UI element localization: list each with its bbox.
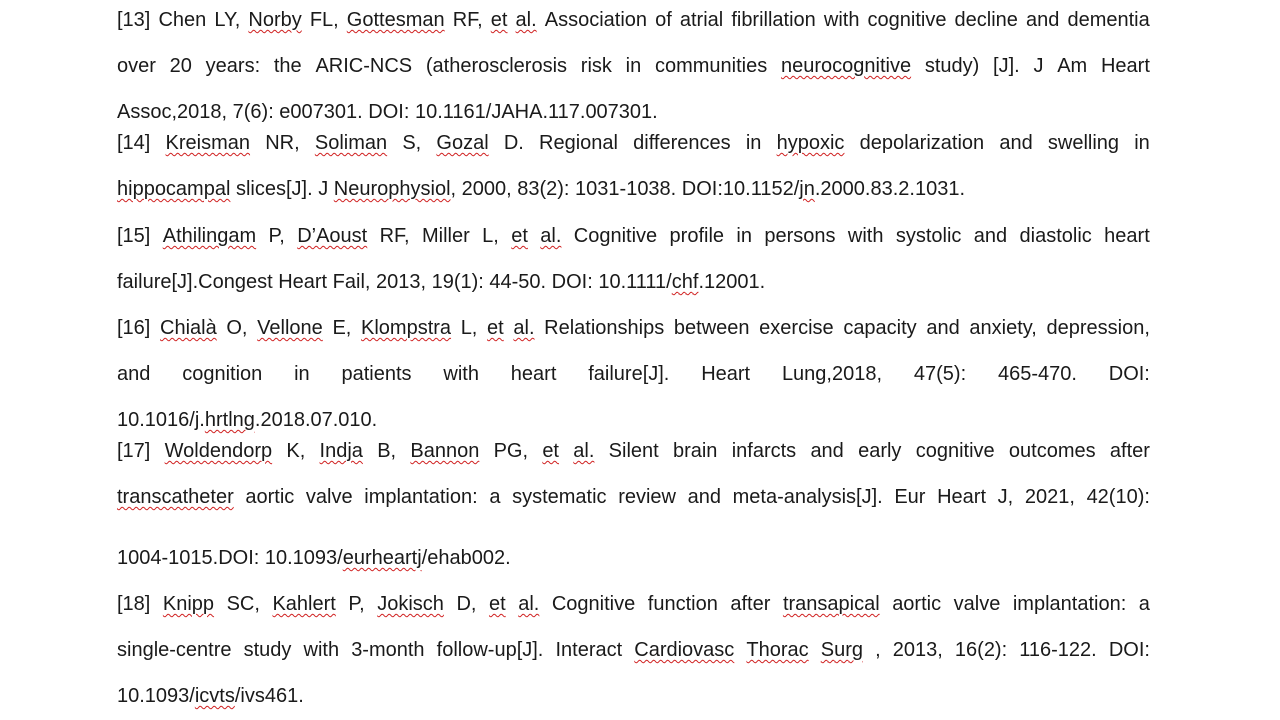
text-segment: Chen — [158, 9, 207, 31]
text-segment: valve — [953, 593, 1001, 615]
text-segment: P, — [268, 225, 285, 247]
text-segment: with — [443, 363, 479, 385]
text-segment: NR, — [265, 132, 300, 154]
spellcheck-flagged-word: et — [542, 440, 559, 462]
text-segment: between — [673, 317, 750, 339]
text-segment: follow-up[J]. — [436, 639, 544, 661]
text-segment: /ivs461. — [234, 685, 304, 707]
text-segment: differences — [633, 132, 731, 154]
spellcheck-flagged-word: al. — [540, 225, 562, 247]
text-segment: 10.1093/ — [117, 685, 195, 707]
spellcheck-flagged-word: Soliman — [314, 132, 388, 154]
spellcheck-flagged-word: Woldendorp — [164, 440, 273, 462]
spellcheck-flagged-word: hypoxic — [776, 132, 845, 154]
spellcheck-flagged-word: et — [487, 317, 504, 339]
spellcheck-flagged-word: Gottesman — [346, 9, 445, 31]
text-segment: swelling — [1047, 132, 1120, 154]
text-segment: with — [823, 9, 860, 31]
text-segment: [15] — [117, 225, 151, 247]
spellcheck-flagged-word: D’Aoust — [297, 225, 368, 247]
spellcheck-flagged-word: Indja — [319, 440, 363, 462]
spellcheck-flagged-word: Bannon — [410, 440, 480, 462]
reference-17-line-1 — [117, 439, 1150, 463]
text-segment: 1004-1015.DOI: 10.1093/ — [117, 547, 343, 569]
text-segment: J — [1033, 55, 1044, 77]
text-segment: outcomes — [1008, 440, 1096, 462]
text-segment: and — [687, 486, 721, 508]
text-segment: and — [1026, 9, 1060, 31]
text-segment: , 2000, 83(2): 1031-1038. DOI:10.1152/ — [450, 178, 800, 200]
text-segment: L, — [482, 225, 499, 247]
text-segment: aortic — [892, 593, 942, 615]
text-segment: Regional — [539, 132, 618, 154]
text-segment: failure[J]. — [588, 363, 670, 385]
spellcheck-flagged-word: hrtlng — [204, 409, 255, 431]
text-segment: exercise — [759, 317, 834, 339]
reference-17-line-2 — [117, 485, 1150, 509]
reference-18-line-2 — [117, 638, 1150, 662]
spellcheck-flagged-word: Neurophysiol — [333, 178, 451, 200]
text-segment: Silent — [608, 440, 659, 462]
spellcheck-flagged-word: Chialà — [160, 317, 217, 339]
spellcheck-flagged-word: Kahlert — [272, 593, 336, 615]
text-segment: dementia — [1067, 9, 1150, 31]
text-segment: Interact — [555, 639, 623, 661]
text-segment: B, — [377, 440, 397, 462]
spellcheck-flagged-word: et — [488, 593, 506, 615]
text-segment: and — [926, 317, 960, 339]
text-segment: fibrillation — [731, 9, 816, 31]
text-segment: Heart — [701, 363, 751, 385]
spellcheck-flagged-word: transapical — [782, 593, 880, 615]
text-segment: and — [117, 363, 151, 385]
text-segment: in — [294, 363, 310, 385]
text-segment: Miller — [421, 225, 470, 247]
text-segment: (atherosclerosis — [425, 55, 568, 77]
reference-13-line-3 — [117, 100, 1150, 124]
text-segment: 465-470. — [997, 363, 1077, 385]
spellcheck-flagged-word: Vellone — [257, 317, 323, 339]
text-segment: Cognitive — [551, 593, 636, 615]
text-segment: [18] — [117, 593, 151, 615]
spellcheck-flagged-word: transcatheter — [117, 486, 234, 508]
text-segment: persons — [764, 225, 836, 247]
spellcheck-flagged-word: Thorac — [746, 639, 809, 661]
text-segment: aortic — [245, 486, 295, 508]
text-segment: Eur — [894, 486, 926, 508]
text-segment: slices[J]. J — [230, 178, 334, 200]
text-segment: 2013, — [892, 639, 943, 661]
text-segment: ARIC-NCS — [315, 55, 413, 77]
text-segment: 2021, — [1024, 486, 1075, 508]
text-segment: J, — [997, 486, 1014, 508]
text-segment: [16] — [117, 317, 151, 339]
text-segment: and — [999, 132, 1033, 154]
text-segment: Assoc,2018, 7(6): e007301. DOI: 10.1161/JAHA.117.007301. — [117, 101, 658, 123]
text-segment: 47(5): — [913, 363, 967, 385]
reference-14-line-1 — [117, 131, 1150, 155]
text-segment: single-centre — [117, 639, 232, 661]
spellcheck-flagged-word: al. — [573, 440, 595, 462]
text-segment: D, — [456, 593, 477, 615]
text-segment: function — [647, 593, 718, 615]
reference-15-line-1 — [117, 224, 1150, 248]
text-segment: Lung,2018, — [781, 363, 883, 385]
text-segment: 3-month — [351, 639, 425, 661]
spellcheck-flagged-word: Athilingam — [162, 225, 257, 247]
spellcheck-flagged-word: Klompstra — [361, 317, 452, 339]
text-segment: with — [303, 639, 340, 661]
text-segment: K, — [286, 440, 306, 462]
text-segment: in — [736, 225, 752, 247]
text-segment: Am — [1057, 55, 1088, 77]
text-segment: 10.1016/j. — [117, 409, 205, 431]
text-segment: FL, — [309, 9, 339, 31]
text-segment: P, — [348, 593, 365, 615]
text-segment: Relationships — [544, 317, 665, 339]
spellcheck-flagged-word: al. — [513, 317, 535, 339]
text-segment: years: — [205, 55, 261, 77]
text-segment: heart — [1104, 225, 1150, 247]
reference-18-line-3 — [117, 684, 1150, 708]
text-segment: profile — [669, 225, 725, 247]
text-segment: and — [973, 225, 1008, 247]
spellcheck-flagged-word: Surg — [820, 639, 863, 661]
text-segment: patients — [341, 363, 412, 385]
text-segment: RF, — [379, 225, 410, 247]
reference-16-line-2 — [117, 362, 1150, 386]
text-segment: LY, — [214, 9, 241, 31]
reference-14-line-2 — [117, 177, 1150, 201]
spellcheck-flagged-word: Norby — [248, 9, 302, 31]
reference-17-line-3 — [117, 546, 1150, 570]
spellcheck-flagged-word: Gozal — [436, 132, 489, 154]
spellcheck-flagged-word: et — [511, 225, 528, 247]
reference-16-line-3 — [117, 408, 1150, 432]
text-segment: systematic — [512, 486, 607, 508]
text-segment: the — [273, 55, 302, 77]
text-segment: L, — [460, 317, 478, 339]
text-segment: cognitive — [915, 440, 995, 462]
text-segment: depression, — [1046, 317, 1150, 339]
text-segment: [14] — [117, 132, 151, 154]
spellcheck-flagged-word: chf — [671, 271, 699, 293]
text-segment: Association — [544, 9, 648, 31]
text-segment: RF, — [452, 9, 483, 31]
spellcheck-flagged-word: Knipp — [162, 593, 215, 615]
text-segment: cognition — [182, 363, 263, 385]
text-segment: 42(10): — [1086, 486, 1150, 508]
text-segment: heart — [510, 363, 557, 385]
text-segment: DOI: — [1108, 363, 1150, 385]
text-segment: with — [847, 225, 884, 247]
text-segment: systolic — [895, 225, 962, 247]
text-segment: E, — [332, 317, 352, 339]
text-segment: failure[J].Congest Heart Fail, 2013, 19(1): 44-50. DOI: 10.1111/ — [117, 271, 672, 293]
text-segment: anxiety, — [969, 317, 1037, 339]
spellcheck-flagged-word: jn — [799, 178, 815, 200]
reference-13-line-1 — [117, 8, 1150, 32]
text-segment: valve — [305, 486, 353, 508]
text-segment: diastolic — [1019, 225, 1092, 247]
text-segment: implantation: — [1012, 593, 1127, 615]
text-segment: review — [618, 486, 676, 508]
text-segment: DOI: — [1108, 639, 1150, 661]
text-segment: Heart — [1100, 55, 1150, 77]
text-segment: early — [858, 440, 902, 462]
text-segment: Cognitive — [573, 225, 658, 247]
text-segment: [17] — [117, 440, 151, 462]
spellcheck-flagged-word: hippocampal — [117, 178, 231, 200]
text-segment: communities — [654, 55, 768, 77]
text-segment: study — [243, 639, 292, 661]
text-segment: 116-122. — [1019, 639, 1097, 661]
text-segment: .2018.07.010. — [254, 409, 378, 431]
text-segment: .12001. — [698, 271, 766, 293]
spellcheck-flagged-word: eurheartj — [342, 547, 422, 569]
reference-18-line-1 — [117, 592, 1150, 616]
text-segment: in — [1134, 132, 1150, 154]
text-segment: brain — [672, 440, 718, 462]
text-segment: atrial — [679, 9, 724, 31]
text-segment: SC, — [226, 593, 260, 615]
text-segment: D. — [503, 132, 524, 154]
spellcheck-flagged-word: icvts — [194, 685, 235, 707]
reference-15-line-2 — [117, 270, 1150, 294]
spellcheck-flagged-word: Kreisman — [165, 132, 251, 154]
text-segment: .2000.83.2.1031. — [814, 178, 965, 200]
text-segment: study) — [924, 55, 980, 77]
text-segment: and — [810, 440, 844, 462]
spellcheck-flagged-word: al. — [518, 593, 540, 615]
text-segment: a — [1138, 593, 1150, 615]
text-segment: Heart — [937, 486, 987, 508]
reference-16-line-1 — [117, 316, 1150, 340]
reference-13-line-2 — [117, 54, 1150, 78]
text-segment: in — [625, 55, 642, 77]
text-segment: in — [745, 132, 762, 154]
spellcheck-flagged-word: Cardiovasc — [634, 639, 735, 661]
text-segment: S, — [402, 132, 422, 154]
text-segment: meta-analysis[J]. — [732, 486, 883, 508]
text-segment: capacity — [843, 317, 917, 339]
text-segment: implantation: — [364, 486, 478, 508]
text-segment: /ehab002. — [421, 547, 511, 569]
text-segment: depolarization — [859, 132, 985, 154]
text-segment: 16(2): — [954, 639, 1008, 661]
text-segment: risk — [580, 55, 612, 77]
text-segment: [13] — [117, 9, 151, 31]
text-segment: PG, — [493, 440, 529, 462]
spellcheck-flagged-word: et — [490, 9, 508, 31]
text-segment: cognitive — [867, 9, 947, 31]
text-segment: after — [730, 593, 771, 615]
text-segment: after — [1109, 440, 1150, 462]
text-segment: O, — [226, 317, 248, 339]
text-segment: infarcts — [731, 440, 797, 462]
text-segment: a — [489, 486, 501, 508]
text-segment: decline — [954, 9, 1018, 31]
text-segment: 20 — [169, 55, 192, 77]
text-segment: of — [655, 9, 672, 31]
text-segment: [J]. — [993, 55, 1020, 77]
spellcheck-flagged-word: al. — [515, 9, 537, 31]
text-segment: over — [117, 55, 156, 77]
spellcheck-flagged-word: Jokisch — [377, 593, 444, 615]
text-segment: , — [875, 639, 881, 661]
spellcheck-flagged-word: neurocognitive — [780, 55, 912, 77]
